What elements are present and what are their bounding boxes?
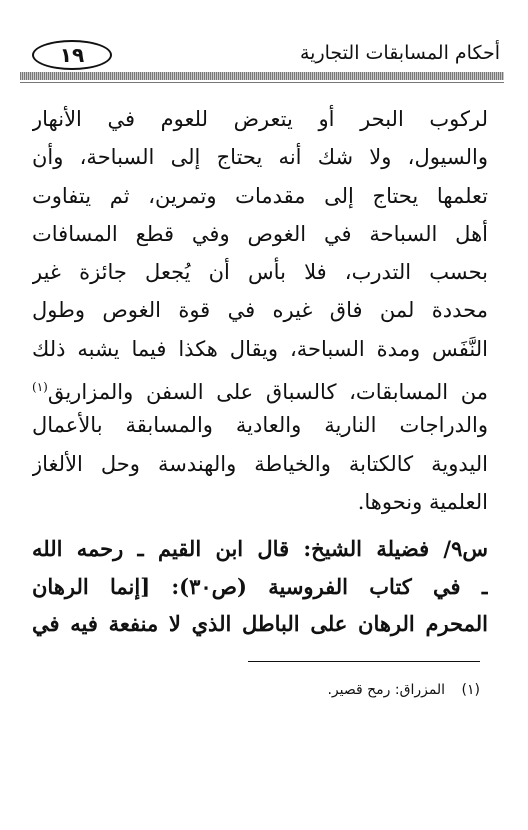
body-line: النَّفَس ومدة السباحة، ويقال هكذا فيما يشبه ذلك bbox=[32, 336, 488, 361]
body-line: أهل السباحة في الغوص وفي قطع المسافات bbox=[32, 221, 488, 246]
body-paragraph bbox=[32, 100, 488, 521]
body-line: والدراجات النارية والعادية والمسابقة بالأعمال bbox=[32, 413, 488, 438]
footnote bbox=[327, 682, 480, 698]
body-line: تعلمها يحتاج إلى مقدمات وتمرين، ثم يتفاوت bbox=[32, 183, 488, 208]
footnote-divider bbox=[248, 661, 480, 662]
body-line: لركوب البحر أو يتعرض للعوم في الأنهار bbox=[32, 107, 488, 131]
body-line: والسيول، ولا شك أنه يحتاج إلى السباحة، وأن bbox=[32, 145, 488, 170]
body-line-text: من المسابقات، كالسباق على السفن والمزاريق bbox=[47, 380, 488, 405]
question-line: المحرم الرهان على الباطل الذي لا منفعة فيه في bbox=[32, 611, 488, 636]
running-title: أحكام المسابقات التجارية bbox=[299, 42, 500, 64]
question-line: ـ في كتاب الفروسية (ص٣٠): [إنما الرهان bbox=[32, 573, 488, 599]
question-paragraph bbox=[32, 530, 488, 643]
body-line: محددة لمن فاق غيره في قوة الغوص وطول bbox=[32, 298, 488, 323]
question-line: س٩/ فضيلة الشيخ: قال ابن القيم ـ رحمه الله bbox=[32, 536, 488, 561]
body-line-with-footnote bbox=[32, 368, 488, 406]
header-divider-line bbox=[20, 82, 504, 83]
footnote-reference: (١) bbox=[32, 380, 48, 395]
header-divider bbox=[20, 72, 504, 80]
footnote-marker: (١) bbox=[461, 682, 480, 698]
body-line: العلمية ونحوها. bbox=[357, 489, 488, 514]
footnote-text: المزراق: رمح قصير. bbox=[327, 682, 446, 698]
body-line: اليدوية كالكتابة والخياطة والهندسة وحل الألغاز bbox=[32, 451, 488, 476]
page-number: ١٩ bbox=[32, 40, 112, 70]
body-line: بحسب التدرب، فلا بأس أن يُجعل جائزة غير bbox=[32, 260, 488, 285]
